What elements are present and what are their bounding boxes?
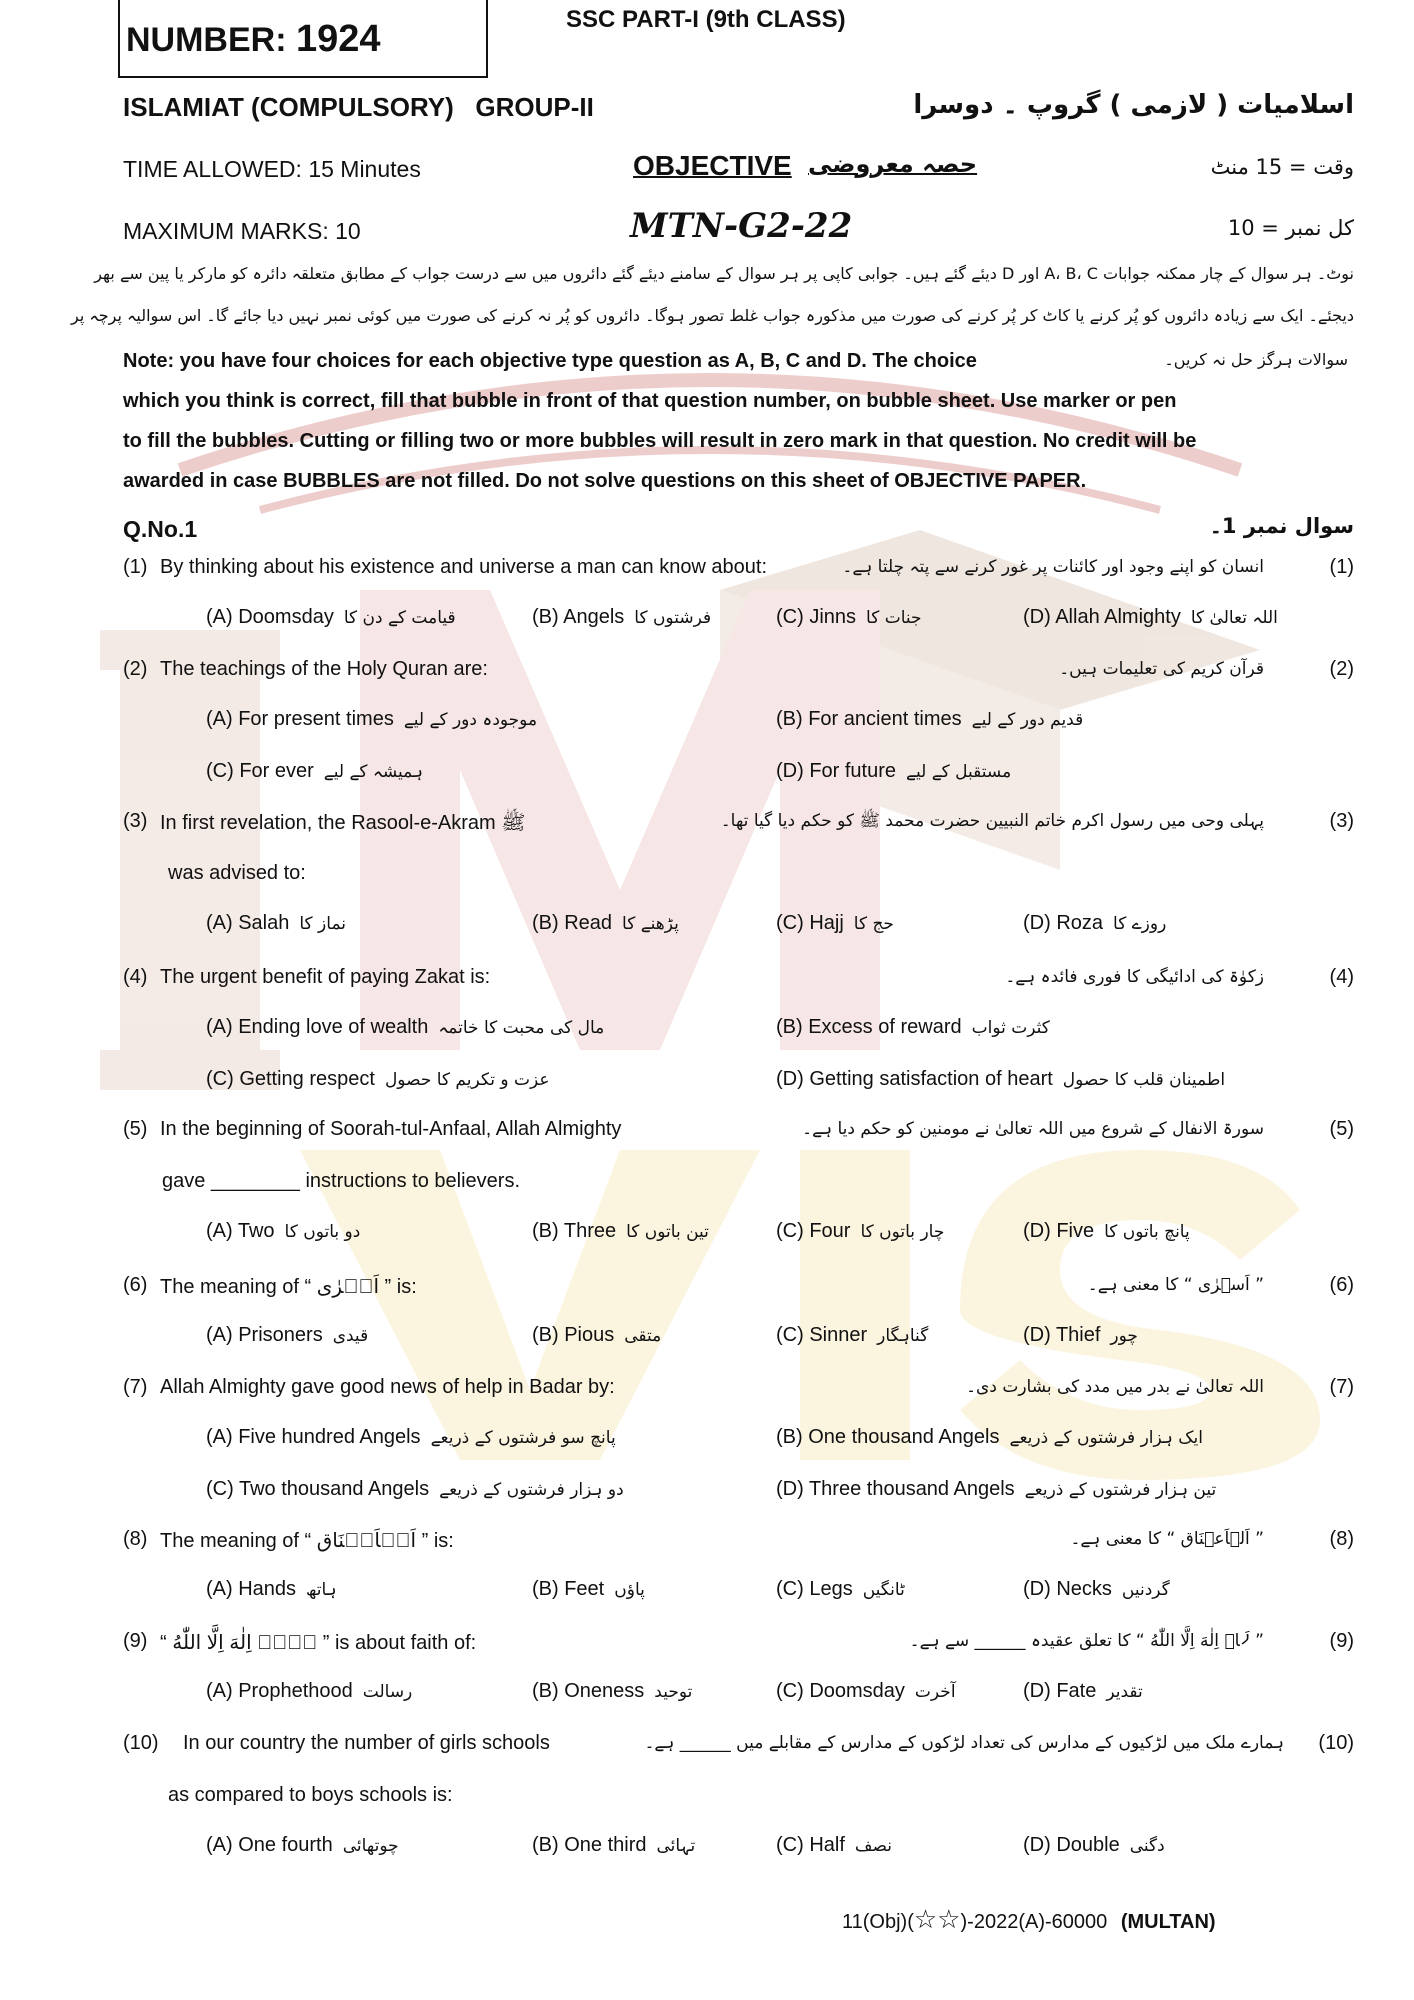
option-text: (C) Hajj: [776, 912, 844, 934]
question-number: (1): [123, 556, 148, 578]
question-number-urdu: (5): [1329, 1118, 1354, 1140]
option-text-urdu: تقدیر: [1106, 1682, 1143, 1702]
maximum-marks: MAXIMUM MARKS: 10: [123, 218, 361, 244]
option-text: (B) One third: [532, 1834, 647, 1856]
option-text: (D) Fate: [1023, 1680, 1097, 1702]
answer-option: [206, 1478, 624, 1501]
option-text: (B) For ancient times: [776, 708, 962, 730]
option-text: (D) Thief: [1023, 1324, 1101, 1346]
handwritten-code: MTN-G2-22: [630, 206, 853, 246]
answer-option: [532, 606, 711, 629]
option-text: (D) Five: [1023, 1220, 1095, 1242]
answer-option: [1023, 1578, 1170, 1601]
answer-option: [1023, 912, 1166, 935]
option-text-urdu: ٹانگیں: [862, 1580, 905, 1600]
answer-option: [776, 1478, 1216, 1501]
option-text-urdu: آخرت: [914, 1682, 956, 1702]
question-text-urdu: سورۃ الانفال کے شروع میں اللہ تعالیٰ نے مومنین کو حکم دیا ہے۔: [802, 1119, 1264, 1139]
question-number-urdu: (10): [1318, 1732, 1354, 1754]
option-text-urdu: نماز کا: [299, 914, 347, 934]
answer-option: [206, 912, 346, 935]
number-label: NUMBER:: [126, 21, 287, 59]
answer-option: [206, 1324, 368, 1347]
question-text-line-2: gave ________ instructions to believers.: [162, 1170, 521, 1192]
answer-option: [532, 912, 679, 935]
question-number: (8): [123, 1528, 148, 1550]
option-text: (D) Roza: [1023, 912, 1104, 934]
answer-option: [206, 1680, 412, 1703]
option-text-urdu: ہاتھ: [306, 1580, 337, 1600]
option-text-urdu: متقی: [624, 1326, 662, 1346]
note-english-line-2: which you think is correct, fill that bubble in front of that question number, on bubble sheet. Use marker or pen: [123, 390, 1177, 412]
paper-code-suffix: )-2022(A)-60000: [960, 1911, 1108, 1933]
answer-option: [776, 1016, 1050, 1039]
question-text: In our country the number of girls schools: [183, 1732, 550, 1754]
answer-option: [206, 606, 456, 629]
answer-option: [776, 1834, 892, 1857]
option-text-urdu: موجودہ دور کے لیے: [403, 710, 538, 730]
question-number-urdu: (3): [1329, 810, 1354, 832]
option-text-urdu: چور: [1110, 1326, 1138, 1346]
answer-option: [776, 760, 1011, 783]
subject-title-urdu: اسلامیات ( لازمی ) گروپ ۔ دوسرا: [913, 90, 1354, 120]
answer-option: [776, 1324, 928, 1347]
option-text-urdu: اللہ تعالیٰ کا: [1190, 608, 1278, 628]
question-text-urdu: اللہ تعالیٰ نے بدر میں مدد کی بشارت دی۔: [966, 1377, 1264, 1397]
question-text-urdu: ” اَسۡرٰی “ کا معنی ہے۔: [1087, 1275, 1264, 1295]
answer-option: [776, 708, 1083, 731]
option-text-urdu: ایک ہزار فرشتوں کے ذریعے: [1009, 1428, 1203, 1448]
objective-heading-urdu: حصہ معروضی: [808, 150, 978, 178]
option-text: (A) Doomsday: [206, 606, 334, 628]
answer-option: [776, 912, 894, 935]
answer-option: [206, 1578, 337, 1601]
option-text-urdu: روزے کا: [1113, 914, 1167, 934]
option-text: (D) For future: [776, 760, 897, 782]
option-text: (B) Excess of reward: [776, 1016, 962, 1038]
answer-option: [776, 1680, 956, 1703]
question-text: The urgent benefit of paying Zakat is:: [160, 966, 491, 988]
option-text-urdu: دگنی: [1129, 1836, 1165, 1856]
paper-number-box: [118, 0, 488, 78]
option-text-urdu: قدیم دور کے لیے: [971, 710, 1084, 730]
option-text: (A) Five hundred Angels: [206, 1426, 421, 1448]
option-text: (D) Double: [1023, 1834, 1120, 1856]
subject-title: ISLAMIAT (COMPULSORY) GROUP-II: [123, 92, 594, 122]
answer-option: [776, 1068, 1225, 1091]
paper-code-prefix: 11(Obj)(: [842, 1911, 914, 1933]
option-text-urdu: گناہگار: [877, 1326, 929, 1346]
question-text: The meaning of “ اَلۡاَعۡنَاق ” is:: [160, 1530, 454, 1552]
option-text-urdu: فرشتوں کا: [634, 608, 712, 628]
question-text-urdu: پہلی وحی میں رسول اکرم خاتم النبیین حضرت محمد ﷺ کو حکم دیا گیا تھا۔: [720, 811, 1264, 831]
option-text-urdu: مال کی محبت کا خاتمہ: [438, 1018, 605, 1038]
question-number-urdu: (1): [1329, 556, 1354, 578]
answer-option: [206, 708, 537, 731]
option-text-urdu: تہائی: [656, 1836, 696, 1856]
question-text: By thinking about his existence and universe a man can know about:: [160, 556, 768, 578]
option-text: (A) Ending love of wealth: [206, 1016, 429, 1038]
option-text: (B) Oneness: [532, 1680, 645, 1702]
option-text: (B) Pious: [532, 1324, 615, 1346]
option-text: (A) For present times: [206, 708, 394, 730]
question-heading: Q.No.1: [123, 516, 198, 542]
option-text: (D) Three thousand Angels: [776, 1478, 1015, 1500]
answer-option: [532, 1834, 695, 1857]
answer-option: [532, 1578, 645, 1601]
answer-option: [776, 1578, 905, 1601]
option-text: (D) Necks: [1023, 1578, 1112, 1600]
option-text: (C) Half: [776, 1834, 845, 1856]
question-heading-urdu: سوال نمبر 1۔: [1209, 514, 1354, 538]
answer-option: [1023, 1220, 1190, 1243]
option-text: (A) Prisoners: [206, 1324, 323, 1346]
answer-option: [1023, 606, 1278, 629]
option-text-urdu: تین ہزار فرشتوں کے ذریعے: [1024, 1480, 1217, 1500]
question-number-urdu: (9): [1329, 1630, 1354, 1652]
question-text: In first revelation, the Rasool-e-Akram ﷺ: [160, 812, 526, 834]
note-english-line-4: awarded in case BUBBLES are not filled. Do not solve questions on this sheet of OBJECTIVE PAPER.: [123, 470, 1087, 492]
time-allowed-urdu: وقت = 15 منٹ: [1210, 155, 1354, 179]
option-text-urdu: پانچ سو فرشتوں کے ذریعے: [430, 1428, 616, 1448]
note-urdu-line-2: دیجئے۔ ایک سے زیادہ دائروں کو پُر کرنے یا کاٹ کر پُر کرنے کی صورت میں مذکورہ جواب غلط تصور ہوگا۔ دائروں کو پُر نہ کرنے کی صورت میں کوئی نمبر نہیں دیا جائے گا۔ اس سوالیہ پرچہ پر: [71, 306, 1354, 325]
maximum-marks-urdu: کل نمبر = 10: [1227, 216, 1354, 240]
option-text-urdu: پانچ باتوں کا: [1104, 1222, 1190, 1242]
question-text-urdu: قرآن کریم کی تعلیمات ہیں۔: [1059, 659, 1264, 679]
question-text-urdu: ” لَاۤ اِلٰهَ اِلَّا اللّٰهُ “ کا تعلق عقیدہ ______ سے ہے۔: [909, 1631, 1264, 1651]
option-text: (D) Allah Almighty: [1023, 606, 1181, 628]
question-number: (2): [123, 658, 148, 680]
option-text-urdu: تین باتوں کا: [626, 1222, 709, 1242]
option-text-urdu: پاؤں: [614, 1580, 645, 1600]
option-text: (A) Hands: [206, 1578, 297, 1600]
question-text: “ لَاۤ اِلٰهَ اِلَّا اللّٰهُ ” is about faith of:: [160, 1632, 477, 1654]
question-number: (10): [123, 1732, 159, 1754]
answer-option: [532, 1324, 661, 1347]
answer-option: [206, 1016, 604, 1039]
answer-option: [776, 1220, 944, 1243]
option-text: (A) One fourth: [206, 1834, 333, 1856]
option-text-urdu: اطمینان قلب کا حصول: [1062, 1070, 1226, 1090]
question-text-urdu: ” اَلۡاَعۡنَاق “ کا معنی ہے۔: [1070, 1529, 1264, 1549]
answer-option: [206, 1068, 550, 1091]
answer-option: [532, 1680, 692, 1703]
answer-option: [206, 1834, 399, 1857]
question-number: (9): [123, 1630, 148, 1652]
option-text: (C) Two thousand Angels: [206, 1478, 430, 1500]
board-region: (MULTAN): [1120, 1911, 1216, 1933]
question-text: Allah Almighty gave good news of help in Badar by:: [160, 1376, 615, 1398]
question-text-urdu: زکوٰۃ کی ادائیگی کا فوری فائدہ ہے۔: [1005, 967, 1264, 987]
question-text: The meaning of “ اَسۡرٰی ” is:: [160, 1276, 417, 1298]
option-text: (B) One thousand Angels: [776, 1426, 1000, 1448]
paper-code: [842, 1904, 1216, 1935]
option-text-urdu: قیامت کے دن کا: [343, 608, 456, 628]
option-text: (B) Feet: [532, 1578, 605, 1600]
answer-option: [776, 1426, 1203, 1449]
star-icon: ☆☆: [913, 1904, 961, 1934]
option-text-urdu: ہمیشہ کے لیے: [323, 762, 423, 782]
option-text-urdu: پڑھنے کا: [622, 914, 679, 934]
answer-option: [532, 1220, 709, 1243]
option-text-urdu: دو باتوں کا: [284, 1222, 361, 1242]
question-text-urdu: ہمارے ملک میں لڑکیوں کے مدارس کی تعداد لڑکوں کے مدارس کے مقابلے میں ______ ہے۔: [644, 1733, 1284, 1753]
option-text: (C) Four: [776, 1220, 851, 1242]
question-number: (5): [123, 1118, 148, 1140]
option-text-urdu: چار باتوں کا: [860, 1222, 945, 1242]
answer-option: [776, 606, 922, 629]
option-text-urdu: رسالت: [362, 1682, 413, 1702]
note-urdu-line-1: نوٹ۔ ہر سوال کے چار ممکنہ جوابات A، B، C اور D دیئے گئے ہیں۔ جوابی کاپی پر ہر سوال کے سامنے دیئے گئے دائروں میں سے درست جواب کے مطابق متعلقہ دائرہ کو مارکر یا پین سے بھر: [94, 264, 1354, 283]
option-text-urdu: مستقبل کے لیے: [906, 762, 1012, 782]
note-english-line-3: to fill the bubbles. Cutting or filling two or more bubbles will result in zero mark in that question. No credit will be: [123, 430, 1197, 452]
question-number: (6): [123, 1274, 148, 1296]
option-text: (C) For ever: [206, 760, 314, 782]
option-text: (D) Getting satisfaction of heart: [776, 1068, 1053, 1090]
option-text-urdu: توحید: [654, 1682, 693, 1702]
question-text-line-2: as compared to boys schools is:: [168, 1784, 453, 1806]
answer-option: [1023, 1834, 1165, 1857]
question-text-urdu: انسان کو اپنے وجود اور کائنات پر غور کرنے سے پتہ چلتا ہے۔: [842, 557, 1264, 577]
option-text: (B) Three: [532, 1220, 617, 1242]
option-text-urdu: حج کا: [853, 914, 894, 934]
number-value: 1924: [296, 18, 381, 60]
option-text-urdu: چوتھائی: [342, 1836, 399, 1856]
question-number-urdu: (8): [1329, 1528, 1354, 1550]
answer-option: [206, 1426, 616, 1449]
option-text: (B) Read: [532, 912, 613, 934]
option-text: (C) Legs: [776, 1578, 853, 1600]
class-title: SSC PART-I (9th CLASS): [566, 6, 846, 33]
question-number-urdu: (7): [1329, 1376, 1354, 1398]
question-number-urdu: (4): [1329, 966, 1354, 988]
option-text: (C) Jinns: [776, 606, 857, 628]
option-text-urdu: نصف: [854, 1836, 892, 1856]
option-text: (C) Getting respect: [206, 1068, 375, 1090]
answer-option: [206, 1220, 360, 1243]
option-text: (C) Sinner: [776, 1324, 868, 1346]
note-urdu-line-3: سوالات ہرگز حل نہ کریں۔: [1164, 350, 1348, 369]
question-number: (7): [123, 1376, 148, 1398]
objective-heading: OBJECTIVE: [633, 150, 792, 181]
option-text-urdu: کثرت ثواب: [971, 1018, 1050, 1038]
option-text-urdu: قیدی: [332, 1326, 369, 1346]
option-text-urdu: دو ہزار فرشتوں کے ذریعے: [439, 1480, 624, 1500]
question-text: In the beginning of Soorah-tul-Anfaal, Allah Almighty: [160, 1118, 622, 1140]
note-english-line-1: Note: you have four choices for each objective type question as A, B, C and D. The choice: [123, 350, 977, 372]
question-text: The teachings of the Holy Quran are:: [160, 658, 488, 680]
question-number-urdu: (6): [1329, 1274, 1354, 1296]
answer-option: [1023, 1324, 1138, 1347]
time-allowed: TIME ALLOWED: 15 Minutes: [123, 156, 421, 182]
option-text: (A) Two: [206, 1220, 275, 1242]
question-number: (3): [123, 810, 148, 832]
question-number-urdu: (2): [1329, 658, 1354, 680]
option-text-urdu: گردنیں: [1121, 1580, 1170, 1600]
answer-option: [206, 760, 423, 783]
option-text-urdu: عزت و تکریم کا حصول: [384, 1070, 550, 1090]
option-text: (A) Prophethood: [206, 1680, 353, 1702]
question-number: (4): [123, 966, 148, 988]
option-text: (B) Angels: [532, 606, 625, 628]
question-text-line-2: was advised to:: [168, 862, 306, 884]
option-text: (A) Salah: [206, 912, 290, 934]
option-text-urdu: جنات کا: [866, 608, 922, 628]
answer-option: [1023, 1680, 1143, 1703]
option-text: (C) Doomsday: [776, 1680, 905, 1702]
